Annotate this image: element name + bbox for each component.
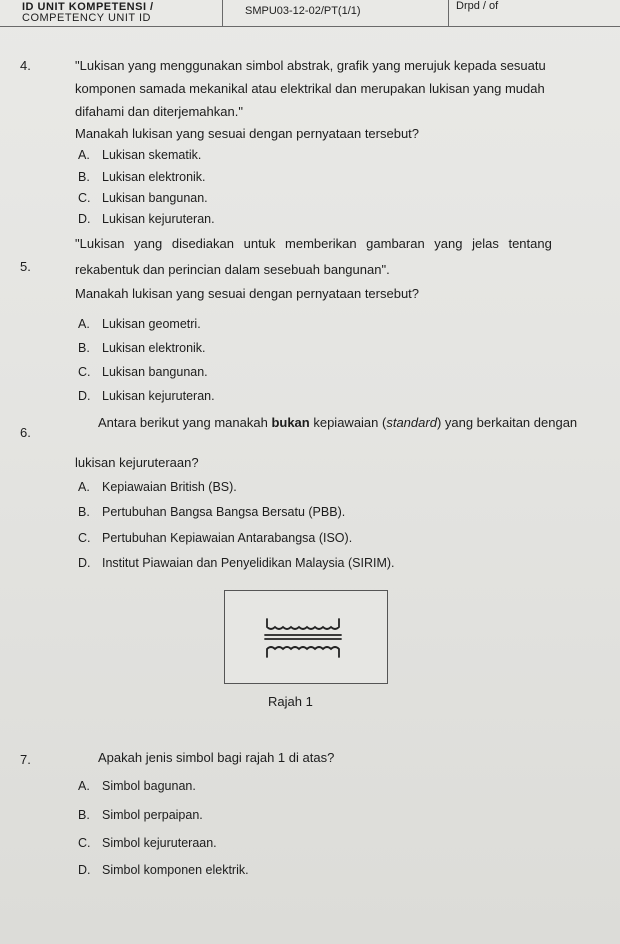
- question-number: 4.: [20, 58, 31, 73]
- option-text: Pertubuhan Kepiawaian Antarabangsa (ISO).: [102, 531, 353, 545]
- option-b[interactable]: [78, 505, 345, 519]
- option-text: Lukisan geometri.: [102, 317, 201, 331]
- question-text-line: difahami dan diterjemahkan.": [75, 104, 243, 119]
- option-c[interactable]: [78, 531, 352, 545]
- question-text-part: Antara berikut yang manakah: [98, 415, 272, 430]
- question-number: 6.: [20, 425, 31, 440]
- option-text: Simbol perpaipan.: [102, 808, 203, 822]
- unit-code: SMPU03-12-02/PT(1/1): [245, 5, 361, 17]
- option-letter: D.: [78, 863, 91, 877]
- question-text-part: kepiawaian (: [309, 415, 387, 430]
- option-letter: B.: [78, 808, 90, 822]
- option-a[interactable]: [78, 480, 237, 494]
- question-text-line: Manakah lukisan yang sesuai dengan pernyataan tersebut?: [75, 286, 420, 301]
- option-letter: C.: [78, 836, 91, 850]
- option-letter: C.: [78, 531, 91, 545]
- option-d[interactable]: [78, 389, 215, 403]
- figure-rajah-1: [224, 590, 388, 684]
- unit-label-line1: ID UNIT KOMPETENSI /: [22, 1, 154, 13]
- option-text: Simbol kejuruteraan.: [102, 836, 217, 850]
- option-text: Kepiawaian British (BS).: [102, 480, 237, 494]
- page-header: [0, 0, 620, 27]
- option-text: Pertubuhan Bangsa Bangsa Bersatu (PBB).: [102, 505, 346, 519]
- option-text: Lukisan bangunan.: [102, 191, 208, 205]
- option-letter: B.: [78, 505, 90, 519]
- question-text-line: "Lukisan yang disediakan untuk memberikan gambaran yang jelas tentang: [75, 236, 552, 251]
- option-letter: D.: [78, 389, 91, 403]
- question-text-line: lukisan kejuruteraan?: [75, 455, 199, 470]
- unit-code-cell: [222, 0, 449, 26]
- option-text: Lukisan elektronik.: [102, 170, 206, 184]
- option-c[interactable]: [78, 836, 217, 850]
- question-emphasis-bold: bukan: [271, 415, 310, 430]
- figure-caption: Rajah 1: [268, 694, 313, 709]
- question-text-line: [98, 415, 577, 430]
- option-text: Institut Piawaian dan Penyelidikan Malaysia (SIRIM).: [102, 556, 395, 570]
- option-letter: A.: [78, 317, 90, 331]
- option-d[interactable]: [78, 556, 395, 570]
- option-letter: A.: [78, 779, 90, 793]
- question-text-line: rekabentuk dan perincian dalam sesebuah bangunan".: [75, 262, 390, 277]
- unit-id-cell: [22, 0, 223, 26]
- option-b[interactable]: [78, 341, 206, 355]
- option-text: Simbol bagunan.: [102, 779, 196, 793]
- option-b[interactable]: [78, 808, 203, 822]
- question-text-line: "Lukisan yang menggunakan simbol abstrak, grafik yang merujuk kepada sesuatu: [75, 58, 546, 73]
- option-text: Lukisan kejuruteran.: [102, 212, 215, 226]
- transformer-symbol-icon: [225, 591, 387, 683]
- page-count-label: Drpd / of: [456, 0, 499, 12]
- question-number: 5.: [20, 259, 31, 274]
- option-text: Lukisan bangunan.: [102, 365, 208, 379]
- option-a[interactable]: [78, 779, 196, 793]
- option-a[interactable]: [78, 148, 201, 162]
- option-c[interactable]: [78, 191, 208, 205]
- option-letter: B.: [78, 341, 90, 355]
- option-d[interactable]: [78, 212, 215, 226]
- option-letter: C.: [78, 365, 91, 379]
- question-number: 7.: [20, 752, 31, 767]
- option-d[interactable]: [78, 863, 249, 877]
- option-text: Lukisan elektronik.: [102, 341, 206, 355]
- option-letter: A.: [78, 148, 90, 162]
- question-text-line: komponen samada mekanikal atau elektrikal dan merupakan lukisan yang mudah: [75, 81, 545, 96]
- option-letter: D.: [78, 212, 91, 226]
- option-letter: A.: [78, 480, 90, 494]
- question-text-line: Manakah lukisan yang sesuai dengan pernyataan tersebut?: [75, 126, 420, 141]
- option-letter: C.: [78, 191, 91, 205]
- option-a[interactable]: [78, 317, 201, 331]
- question-text-part: ) yang berkaitan dengan: [436, 415, 578, 430]
- option-text: Lukisan kejuruteran.: [102, 389, 215, 403]
- question-text-line: Apakah jenis simbol bagi rajah 1 di atas?: [98, 750, 335, 765]
- unit-label-line2: COMPETENCY UNIT ID: [22, 12, 151, 24]
- page-count-cell: [448, 0, 620, 26]
- option-letter: B.: [78, 170, 90, 184]
- question-emphasis-italic: standard: [386, 415, 437, 430]
- option-text: Lukisan skematik.: [102, 148, 202, 162]
- option-b[interactable]: [78, 170, 206, 184]
- option-text: Simbol komponen elektrik.: [102, 863, 249, 877]
- option-c[interactable]: [78, 365, 208, 379]
- option-letter: D.: [78, 556, 91, 570]
